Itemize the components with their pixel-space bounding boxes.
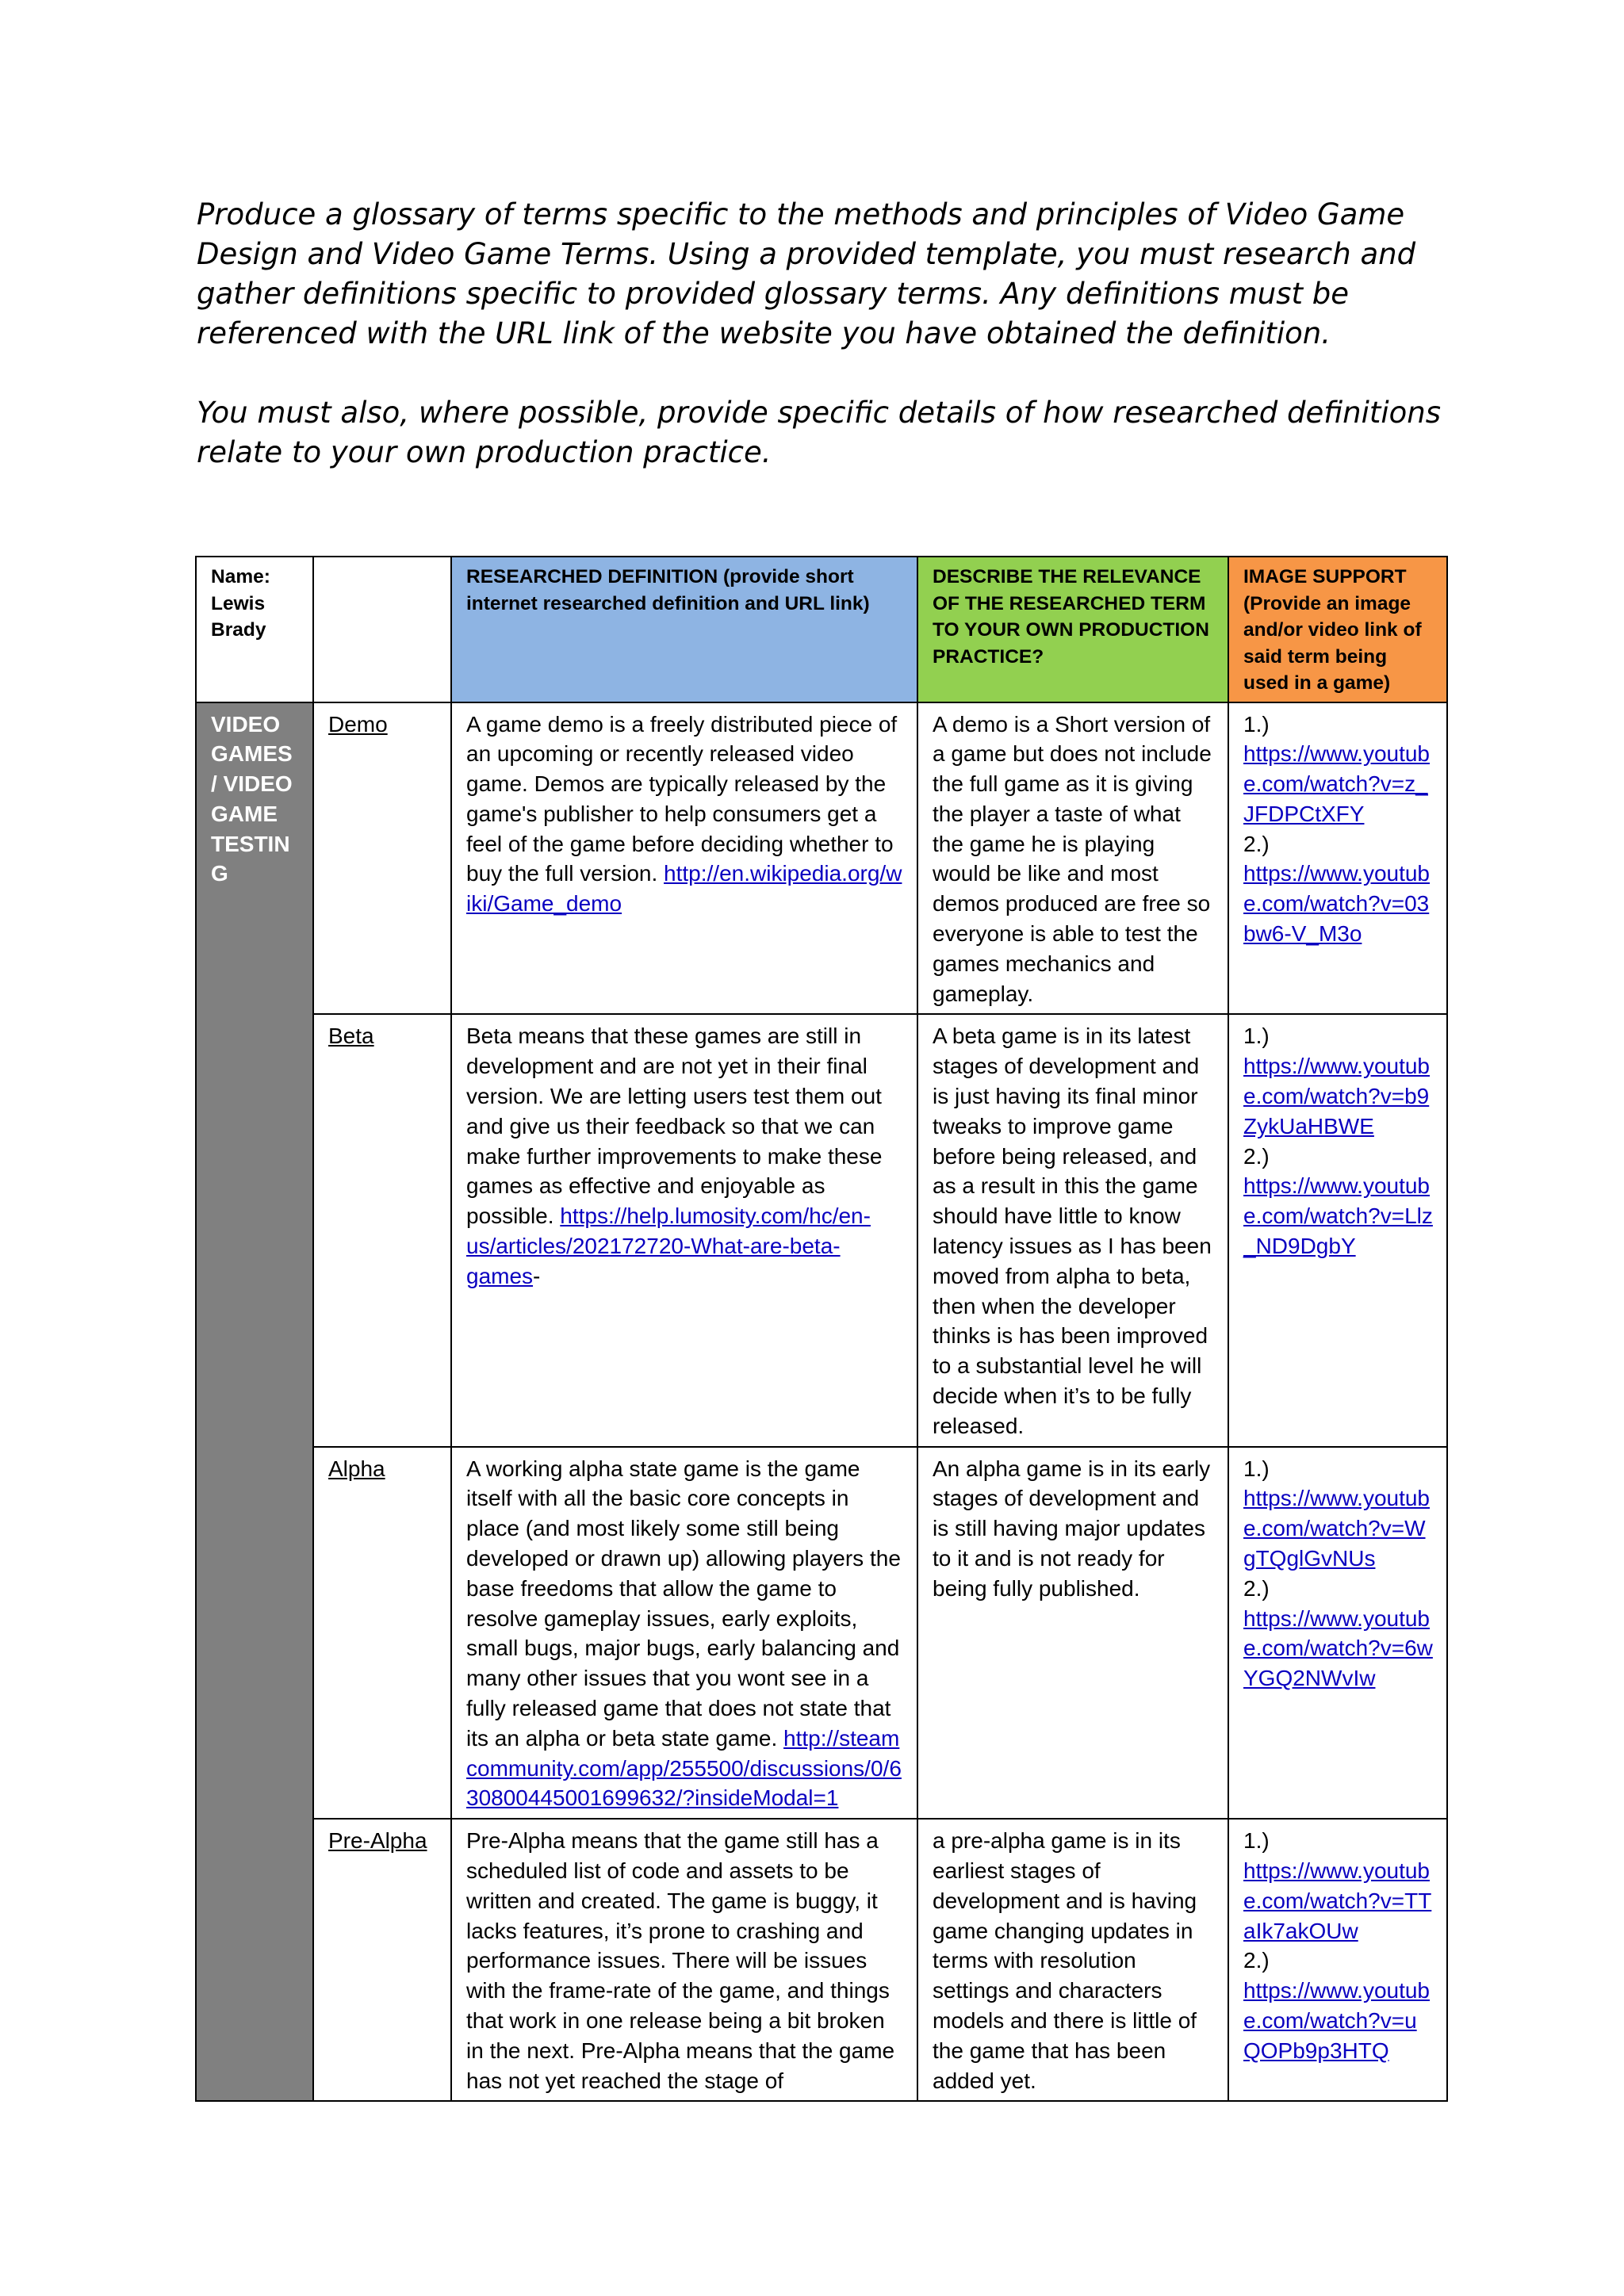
term-cell: Demo [313, 702, 451, 1015]
definition-link[interactable]: https://help.lumosity.com/hc/en-us/articles/202172720-What-are-beta-games [466, 1203, 871, 1288]
image-support-cell [1228, 1819, 1447, 2101]
header-image-support: IMAGE SUPPORT (Provide an image and/or video link of said term being used in a game) [1228, 557, 1447, 702]
header-name: Name: Lewis Brady [196, 557, 313, 702]
definition-cell [451, 1014, 917, 1446]
definition-suffix: - [533, 1263, 541, 1288]
table-row [196, 1014, 1447, 1446]
intro-text [197, 195, 1450, 512]
header-definition: RESEARCHED DEFINITION (provide short internet researched definition and URL link) [451, 557, 917, 702]
definition-cell [451, 1819, 917, 2101]
intro-paragraph-2: You must also, where possible, provide specific details of how researched definitions relate to your own production practice. [197, 396, 1442, 469]
image-label: 2.) [1243, 831, 1270, 856]
video-link[interactable]: https://www.youtube.com/watch?v=6wYGQ2NWvIw [1243, 1605, 1433, 1691]
image-label: 1.) [1243, 1456, 1270, 1481]
image-label: 2.) [1243, 1575, 1270, 1601]
intro-paragraph-1: Produce a glossary of terms specific to the methods and principles of Video Game Design and Video Game Terms. Using a provided template, you must research and gather definitions specific to provided glossary terms. Any definitions must be referenced with the URL link of the website you have obtained the definition. [197, 197, 1416, 350]
video-link[interactable]: https://www.youtube.com/watch?v=uQOPb9p3HTQ [1243, 1978, 1431, 2063]
video-link[interactable]: https://www.youtube.com/watch?v=b9ZykUaHBWE [1243, 1054, 1431, 1138]
image-label: 1.) [1243, 1024, 1270, 1049]
image-support-cell [1228, 1014, 1447, 1446]
video-link[interactable]: https://www.youtube.com/watch?v=TTaIk7akOUw [1243, 1858, 1432, 1943]
header-term-blank [313, 557, 451, 702]
video-link[interactable]: https://www.youtube.com/watch?v=z_JFDPCtXFY [1243, 741, 1431, 826]
glossary-table [195, 556, 1448, 2102]
header-relevance: DESCRIBE THE RELEVANCE OF THE RESEARCHED TERM TO YOUR OWN PRODUCTION PRACTICE? [917, 557, 1228, 702]
image-support-cell [1228, 702, 1447, 1015]
table-row [196, 702, 1447, 1015]
definition-text: A working alpha state game is the game itself with all the basic core concepts in place (and most likely some still being developed or drawn up) allowing players the base freedoms that allow the game to resolve gameplay issues, early exploits, small bugs, major bugs, early balancing and many other issues that you wont see in a fully released game that does not state that its an alpha or beta state game. [466, 1456, 901, 1751]
definition-text: Pre-Alpha means that the game still has a scheduled list of code and assets to be written and created. The game is buggy, it lacks features, it’s prone to crashing and performance issues. There will be issues with the frame-rate of the game, and things that work in one release being a bit broken in the next. Pre-Alpha means that the game has not yet reached the stage of [466, 1828, 895, 2093]
relevance-cell: A demo is a Short version of a game but does not include the full game as it is giving the player a taste of what the game he is playing would be like and most demos produced are free so everyone is able to test the games mechanics and gameplay. [917, 702, 1228, 1015]
image-label: 2.) [1243, 1948, 1270, 1973]
image-label: 1.) [1243, 711, 1270, 737]
video-link[interactable]: https://www.youtube.com/watch?v=Llz_ND9DgbY [1243, 1173, 1433, 1259]
video-link[interactable]: https://www.youtube.com/watch?v=03bw6-V_M3o [1243, 861, 1431, 947]
definition-cell [451, 702, 917, 1015]
definition-link[interactable]: http://en.wikipedia.org/wiki/Game_demo [466, 861, 902, 916]
definition-text: Beta means that these games are still in development and are not yet in their final version. We are letting users test them out and give us their feedback so that we can make further improvements to make these games as effective and enjoyable as possible. [466, 1024, 883, 1229]
definition-text-clip [466, 1826, 904, 2093]
definition-link[interactable]: http://steamcommunity.com/app/255500/discussions/0/630800445001699632/?insideModal=1 [466, 1725, 902, 1811]
relevance-cell: a pre-alpha game is in its earliest stages of development and is having game changing updates in terms with resolution settings and characters models and there is little of the game that has been added yet. [917, 1819, 1228, 2101]
header-row [196, 557, 1447, 702]
image-label: 1.) [1243, 1828, 1270, 1854]
relevance-cell: An alpha game is in its early stages of development and is still having major updates to it and is not ready for being fully published. [917, 1447, 1228, 1820]
term-cell: Beta [313, 1014, 451, 1446]
image-label: 2.) [1243, 1143, 1270, 1169]
term-cell: Alpha [313, 1447, 451, 1820]
video-link[interactable]: https://www.youtube.com/watch?v=WgTQglGvNUs [1243, 1486, 1431, 1571]
definition-cell [451, 1447, 917, 1820]
term-cell: Pre-Alpha [313, 1819, 451, 2101]
image-support-cell [1228, 1447, 1447, 1820]
relevance-cell: A beta game is in its latest stages of development and is just having its final minor tweaks to improve game before being released, and as a result in this the game should have little to know latency issues as I has been moved from alpha to beta, then when the developer thinks is has been improved to a substantial level he will decide when it’s to be fully released. [917, 1014, 1228, 1446]
definition-text: A game demo is a freely distributed piece of an upcoming or recently released video game. Demos are typically released by the game's publisher to help consumers get a feel of the game before deciding whether to buy the full version. [466, 711, 898, 886]
table-row [196, 1819, 1447, 2101]
category-cell: VIDEO GAMES / VIDEO GAME TESTING [196, 702, 313, 2102]
table-row [196, 1447, 1447, 1820]
